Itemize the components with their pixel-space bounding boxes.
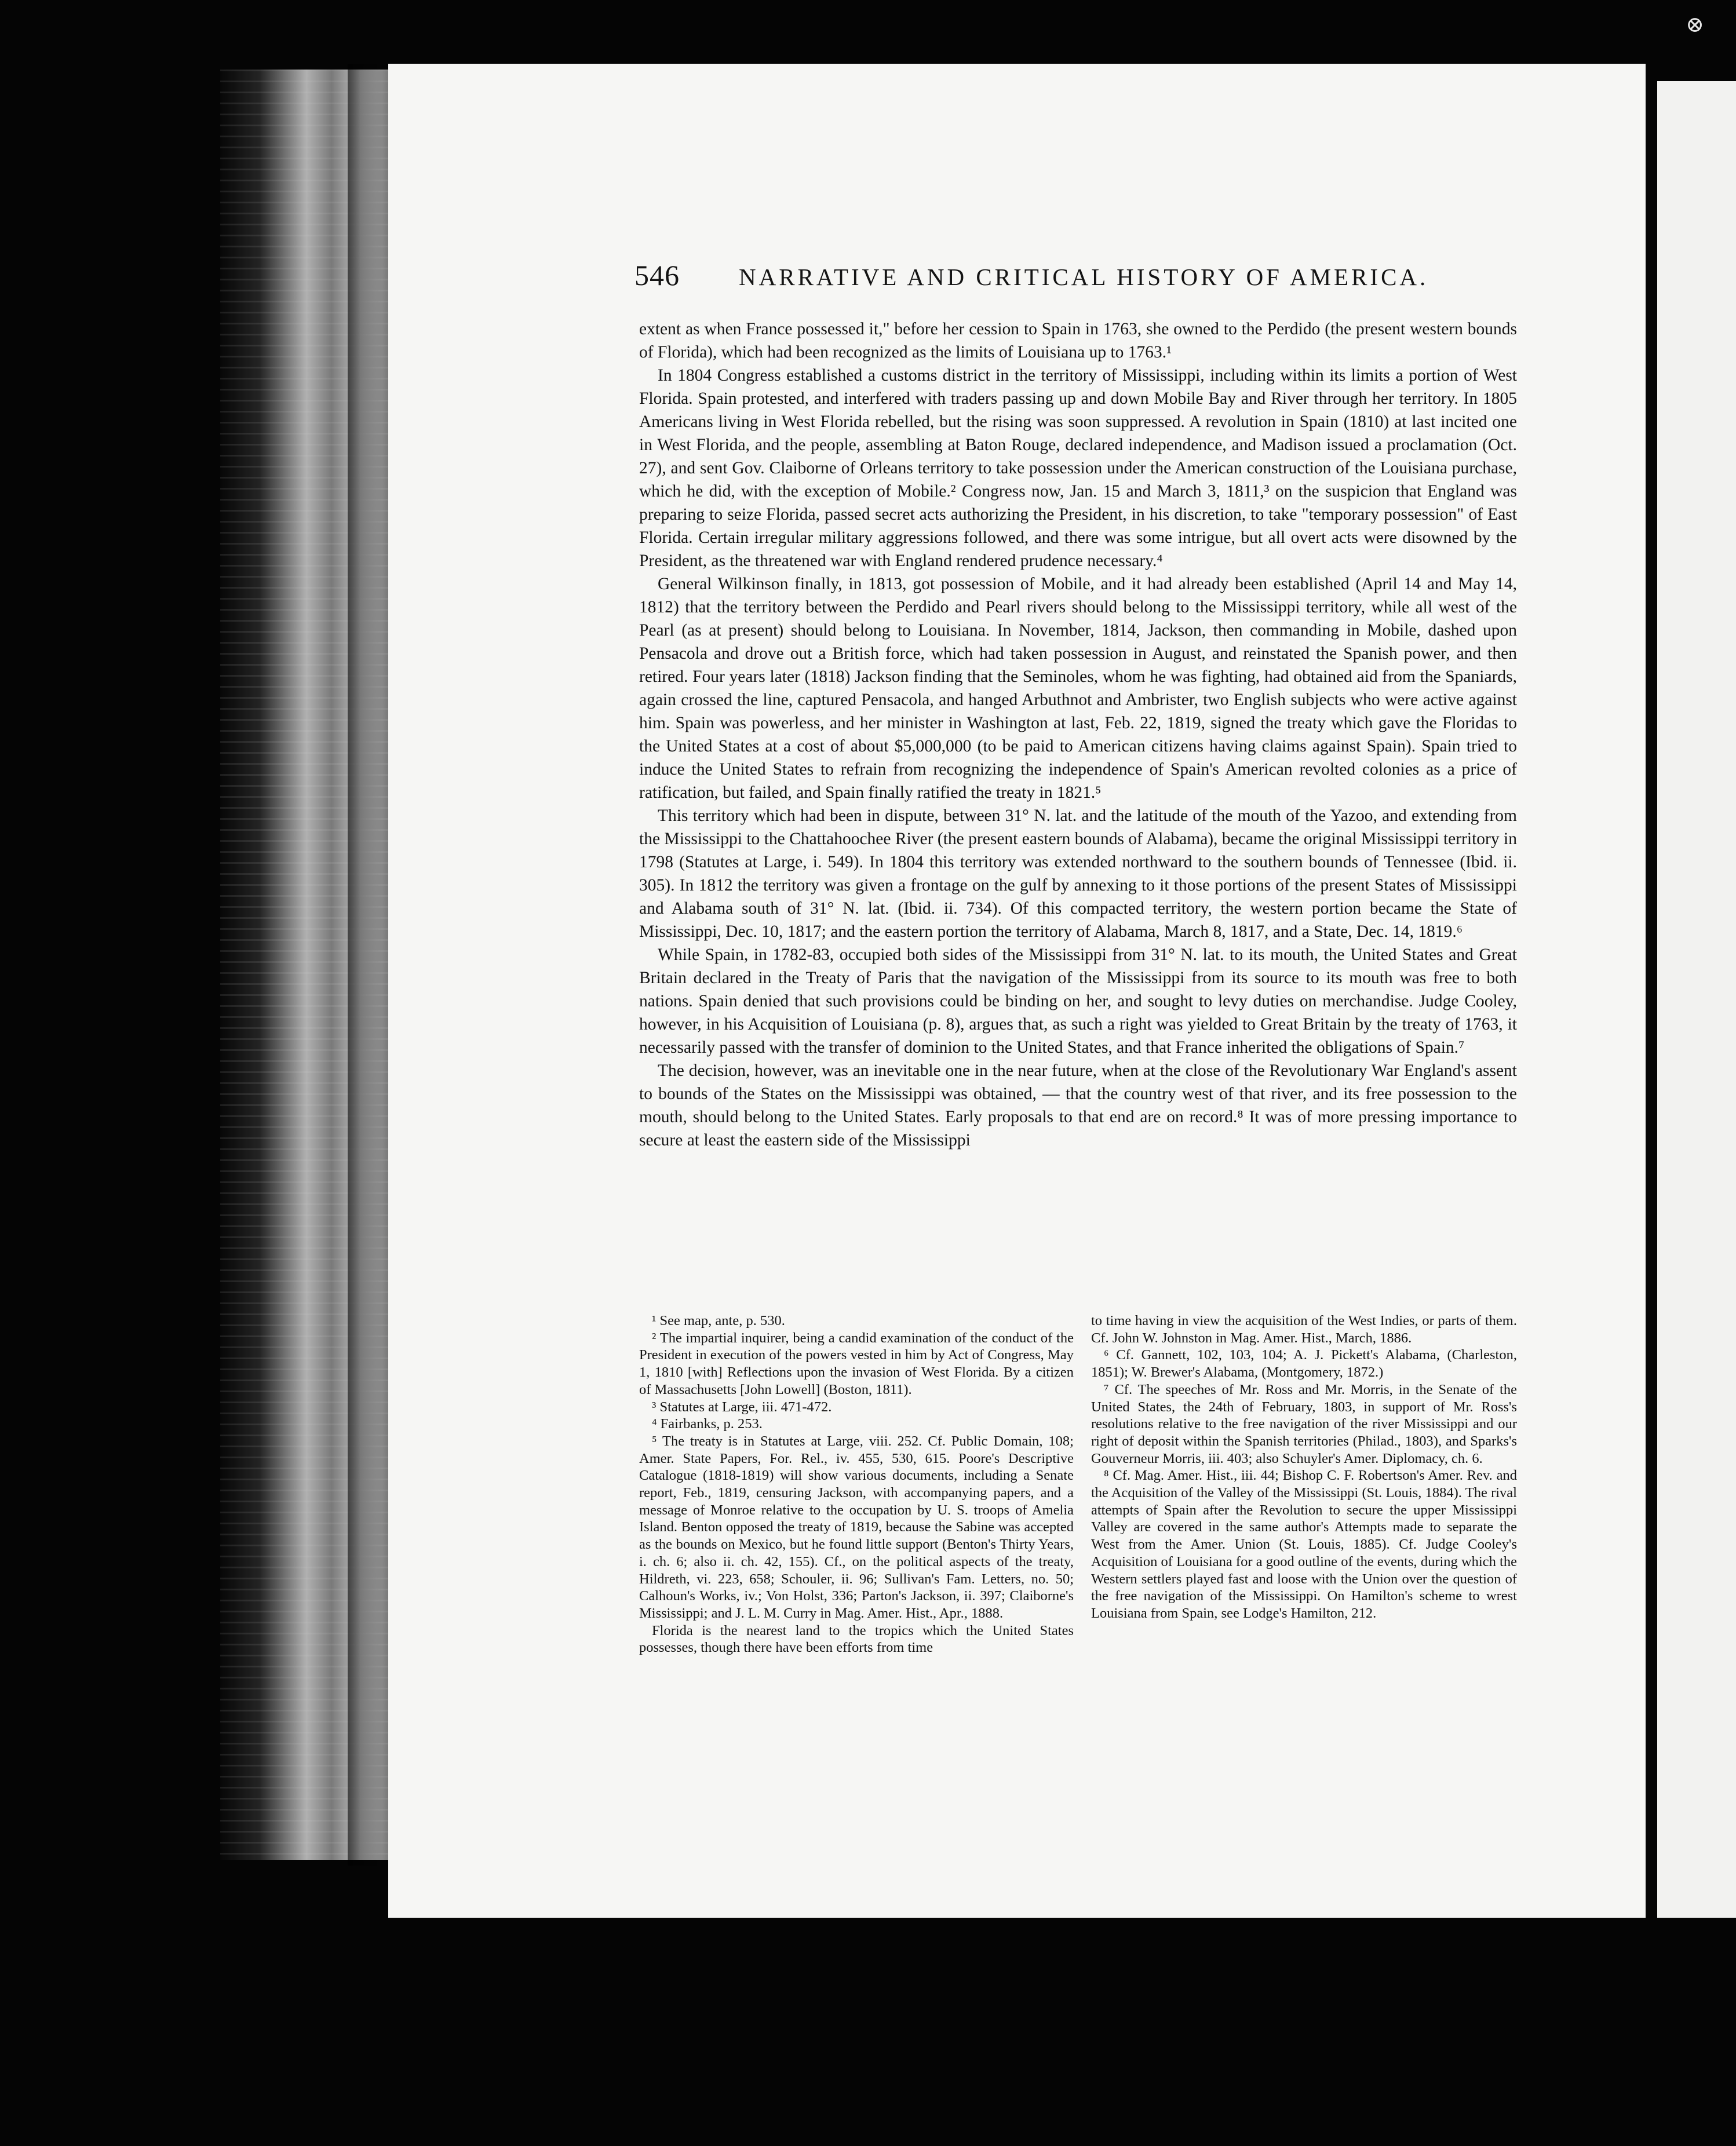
running-title: NARRATIVE AND CRITICAL HISTORY OF AMERICA.	[739, 264, 1429, 290]
gutter-shadow	[348, 64, 382, 1866]
footnote: ³ Statutes at Large, iii. 471-472.	[652, 1399, 832, 1415]
footnote: ² The impartial inquirer, being a candid examination of the conduct of the President in execution of the powers vested in him by Act of Congress, May 1, 1810 [with] Reflections upon the invasion of West Florida. By a citizen of Massachusetts [John Lowell] (Boston, 1811).	[639, 1330, 1074, 1397]
footnotes-right-column	[1091, 1312, 1517, 1622]
page-header	[634, 258, 1530, 299]
footnotes-left-column	[639, 1312, 1074, 1656]
corner-mark-icon: ⊗	[1686, 13, 1704, 37]
page-number: 546	[634, 259, 680, 291]
footnote: to time having in view the acquisition of the West Indies, or parts of them. Cf. John W. Johnston in Mag. Amer. Hist., March, 1886.	[1091, 1313, 1517, 1346]
paragraph: The decision, however, was an inevitable one in the near future, when at the close of the Revolutionary War England's assent to bounds of the States on the Mississippi was obtained, — that the country west of that river, and its free possession to the mouth, should belong to the United States. Early proposals to that end are on record.⁸ It was of more pressing importance to secure at least the eastern side of the Mississippi	[639, 1061, 1517, 1149]
paragraph: General Wilkinson finally, in 1813, got possession of Mobile, and it had already been established (April 14 and May 14, 1812) that the territory between the Perdido and Pearl rivers should belong to the Mississippi territory, while all west of the Pearl (as at present) should belong to Louisiana. In November, 1814, Jackson, then commanding in Mobile, dashed upon Pensacola and drove out a British force, which had taken possession in August, and reinstated the Spanish power, and then retired. Four years later (1818) Jackson finding that the Seminoles, whom he was fighting, had obtained aid from the Spaniards, again crossed the line, captured Pensacola, and hanged Arbuthnot and Ambrister, two English subjects who were active against him. Spain was powerless, and her minister in Washington at last, Feb. 22, 1819, signed the treaty which gave the Floridas to the United States at a cost of about $5,000,000 (to be paid to American citizens having claims against Spain). Spain tried to induce the United States to refrain from recognizing the independence of Spain's American revolted colonies as a price of ratification, but failed, and Spain finally ratified the treaty in 1821.⁵	[639, 575, 1517, 802]
paragraph: In 1804 Congress established a customs district in the territory of Mississippi, including within its limits a portion of West Florida. Spain protested, and interfered with traders passing up and down Mobile Bay and River through her territory. In 1805 Americans living in West Florida rebelled, but the rising was soon suppressed. A revolution in Spain (1810) at last incited one in West Florida, and the people, assembling at Baton Rouge, declared independence, and Madison issued a proclamation (Oct. 27), and sent Gov. Claiborne of Orleans territory to take possession under the American construction of the Louisiana purchase, which he did, with the exception of Mobile.² Congress now, Jan. 15 and March 3, 1811,³ on the suspicion that England was preparing to seize Florida, passed secret acts authorizing the President, in his discretion, to take "temporary possession" of East Florida. Certain irregular military aggressions followed, and there was some intrigue, but all overt acts were disowned by the President, as the threatened war with England rendered prudence necessary.⁴	[639, 366, 1517, 570]
footnote: ⁸ Cf. Mag. Amer. Hist., iii. 44; Bishop C. F. Robertson's Amer. Rev. and the Acquisition of the Valley of the Mississippi (St. Louis, 1884). The rival attempts of Spain after the Revolution to secure the upper Mississippi Valley are covered in the same author's Attempts made to separate the West from the Amer. Union (St. Louis, 1885). Cf. Judge Cooley's Acquisition of Louisiana for a good outline of the events, during which the Western settlers played fast and loose with the Union over the question of the free navigation of the Mississippi. On Hamilton's scheme to wrest Louisiana from Spain, see Lodge's Hamilton, 212.	[1091, 1468, 1517, 1621]
footnote: ⁵ The treaty is in Statutes at Large, viii. 252. Cf. Public Domain, 108; Amer. State Papers, For. Rel., iv. 455, 530, 615. Poore's Descriptive Catalogue (1818-1819) will show various documents, including a Senate report, Feb., 1819, censuring Jackson, with accompanying papers, and a message of Monroe relative to the occupation by U. S. troops of Amelia Island. Benton opposed the treaty of 1819, because the Sabine was accepted as the bounds on Mexico, but he found little support (Benton's Thirty Years, i. ch. 6; also ii. ch. 42, 155). Cf., on the political aspects of the treaty, Hildreth, vi. 223, 658; Schouler, ii. 96; Sullivan's Fam. Letters, no. 50; Calhoun's Works, iv.; Von Holst, 336; Parton's Jackson, ii. 397; Claiborne's Mississippi; and J. L. M. Curry in Mag. Amer. Hist., Apr., 1888.	[639, 1433, 1074, 1621]
footnote: ⁴ Fairbanks, p. 253.	[652, 1416, 763, 1432]
footnote: ⁷ Cf. The speeches of Mr. Ross and Mr. Morris, in the Senate of the United States, the 24th of February, 1803, in support of Mr. Ross's resolutions relative to the free navigation of the river Mississippi and our right of deposit within the Spanish territories (Philad., 1803), and Sparks's Gouverneur Morris, iii. 403; also Schuyler's Amer. Diplomacy, ch. 6.	[1091, 1381, 1517, 1466]
body-text	[639, 317, 1517, 1152]
footnote: ¹ See map, ante, p. 530.	[652, 1313, 785, 1329]
paragraph: extent as when France possessed it," before her cession to Spain in 1763, she owned to the Perdido (the present western bounds of Florida), which had been recognized as the limits of Louisiana up to 1763.¹	[639, 320, 1517, 362]
paragraph: While Spain, in 1782-83, occupied both sides of the Mississippi from 31° N. lat. to its mouth, the United States and Great Britain declared in the Treaty of Paris that the navigation of the Mississippi from its source to its mouth was free to both nations. Spain denied that such provisions could be binding on her, and sought to levy duties on merchandise. Judge Cooley, however, in his Acquisition of Louisiana (p. 8), argues that, as such a right was yielded to Great Britain by the treaty of 1763, it necessarily passed with the transfer of dominion to the United States, and that France inherited the obligations of Spain.⁷	[639, 946, 1517, 1057]
footnote: ⁶ Cf. Gannett, 102, 103, 104; A. J. Pickett's Alabama, (Charleston, 1851); W. Brewer's Alabama, (Montgomery, 1872.)	[1091, 1347, 1517, 1381]
adjacent-page-edge	[1657, 81, 1736, 1918]
paragraph: This territory which had been in dispute, between 31° N. lat. and the latitude of the mouth of the Yazoo, and extending from the Mississippi to the Chattahoochee River (the present eastern bounds of Alabama), became the original Mississippi territory in 1798 (Statutes at Large, i. 549). In 1804 this territory was extended northward to the southern bounds of Tennessee (Ibid. ii. 305). In 1812 the territory was given a frontage on the gulf by annexing to it those portions of the present States of Mississippi and Alabama south of 31° N. lat. (Ibid. ii. 734). Of this compacted territory, the western portion became the State of Mississippi, Dec. 10, 1817; and the eastern portion the territory of Alabama, March 8, 1817, and a State, Dec. 14, 1819.⁶	[639, 806, 1517, 941]
footnote: Florida is the nearest land to the tropics which the United States possesses, though there have been efforts from time	[639, 1622, 1074, 1656]
